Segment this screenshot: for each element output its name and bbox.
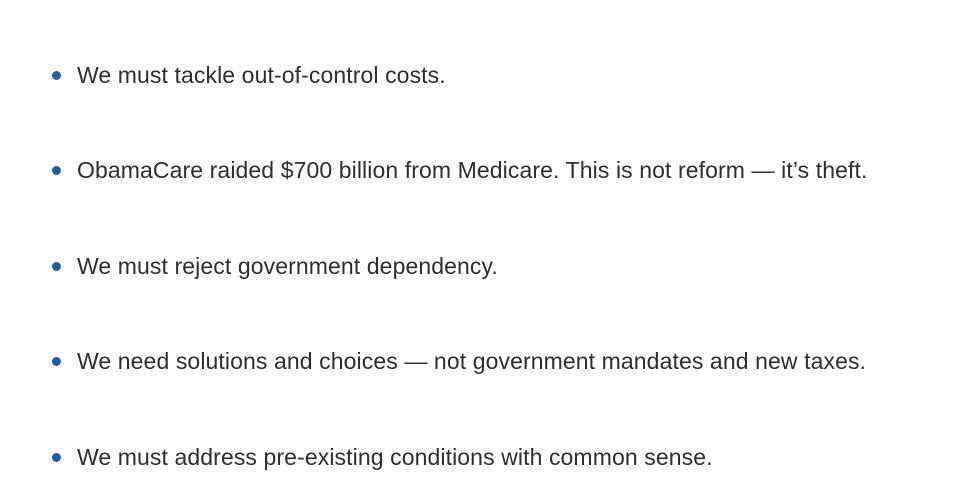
bullet-list xyxy=(52,52,980,480)
list-item xyxy=(52,339,980,385)
bullet-dot-icon xyxy=(52,71,61,80)
list-item xyxy=(52,52,980,98)
list-item-text: ObamaCare raided $700 billion from Medicare. This is not reform — it’s theft. xyxy=(77,157,868,183)
list-item-text: We need solutions and choices — not government mandates and new taxes. xyxy=(77,348,867,374)
list-item xyxy=(52,434,980,480)
bullet-dot-icon xyxy=(52,453,61,462)
list-item-text: We must reject government dependency. xyxy=(77,252,498,279)
bullet-dot-icon xyxy=(52,357,61,366)
list-item xyxy=(52,148,980,194)
bullet-dot-icon xyxy=(52,262,61,271)
list-item-text: We must address pre-existing conditions with common sense. xyxy=(77,443,713,470)
list-item-text: We must tackle out-of-control costs. xyxy=(77,61,446,88)
list-item xyxy=(52,243,980,289)
bullet-dot-icon xyxy=(52,166,61,175)
